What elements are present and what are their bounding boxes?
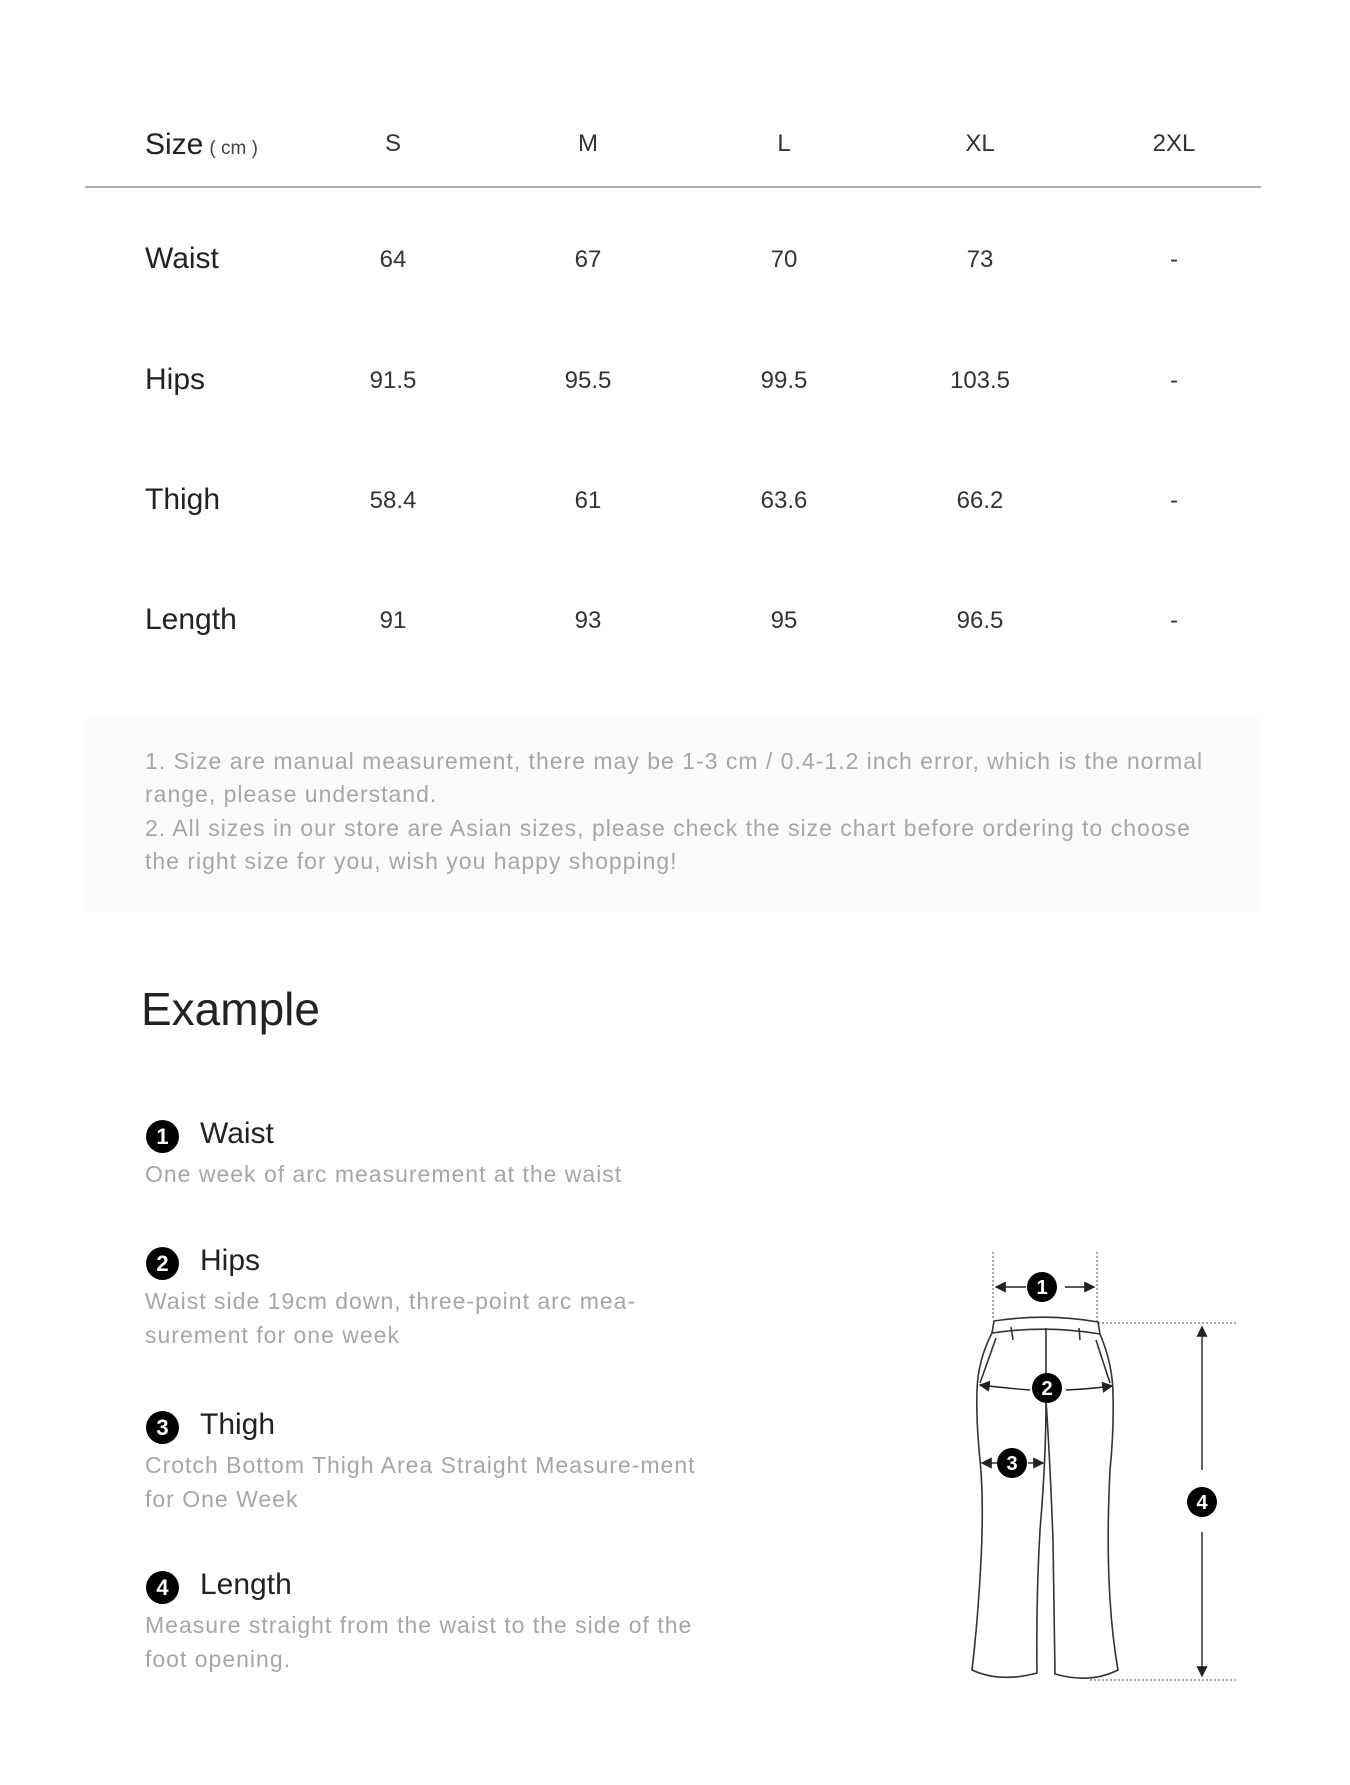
table-cell: 70 xyxy=(770,246,798,273)
badge-4: 4 xyxy=(1196,1492,1208,1514)
header-divider xyxy=(85,186,1261,188)
item-description: Waist side 19cm down, three-point arc mea-surement for one week xyxy=(145,1288,637,1348)
item-description: One week of arc measurement at the waist xyxy=(145,1161,623,1187)
table-cell: 99.5 xyxy=(760,367,808,394)
size-header xyxy=(145,128,258,162)
table-cell: 67 xyxy=(574,246,602,273)
row-label-hips: Hips xyxy=(145,363,206,396)
table-cell: 73 xyxy=(966,246,994,273)
number-2-icon: 2 xyxy=(146,1247,179,1280)
note-2: 2. All sizes in our store are Asian sizes, please check the size chart before ordering to choose the right size for you, wish you happy shopping! xyxy=(145,815,1191,874)
number-3-icon: 3 xyxy=(146,1411,179,1444)
table-cell: 64 xyxy=(379,246,407,273)
table-cell: 66.2 xyxy=(956,487,1004,514)
note-1: 1. Size are manual measurement, there may be 1-3 cm / 0.4-1.2 inch error, which is the normal range, please understand. xyxy=(145,748,1204,807)
table-cell: 58.4 xyxy=(369,487,417,514)
example-heading: Example xyxy=(141,983,320,1035)
table-cell: - xyxy=(1170,367,1178,394)
table-cell: 63.6 xyxy=(760,487,808,514)
number-4-icon: 4 xyxy=(146,1571,179,1604)
item-description: Crotch Bottom Thigh Area Straight Measure-ment for One Week xyxy=(145,1452,696,1512)
table-cell: 61 xyxy=(574,487,602,514)
badge-2: 2 xyxy=(1041,1378,1053,1400)
column-header-s: S xyxy=(384,130,402,157)
table-cell: - xyxy=(1170,246,1178,273)
guide-lines xyxy=(993,1252,1238,1680)
column-header-xl: XL xyxy=(965,130,995,157)
unit-label: ( cm ) xyxy=(209,138,258,159)
table-cell: 93 xyxy=(574,607,602,634)
column-header-2xl: 2XL xyxy=(1152,130,1196,157)
row-label-thigh: Thigh xyxy=(145,483,221,516)
diagram-number-badges xyxy=(997,1272,1217,1517)
item-title-waist: Waist xyxy=(200,1117,274,1150)
table-cell: 95.5 xyxy=(564,367,612,394)
pants-outline xyxy=(972,1317,1118,1678)
pants-diagram xyxy=(900,1200,1350,1700)
item-title-thigh: Thigh xyxy=(200,1408,276,1441)
table-cell: 103.5 xyxy=(949,367,1011,394)
item-title-hips: Hips xyxy=(200,1244,261,1277)
badge-1: 1 xyxy=(1036,1277,1048,1299)
column-header-m: M xyxy=(578,130,598,157)
table-cell: 91.5 xyxy=(369,367,417,394)
table-cell: - xyxy=(1170,607,1178,634)
row-label-length: Length xyxy=(145,603,237,636)
item-description: Measure straight from the waist to the side of the foot opening. xyxy=(145,1612,693,1672)
table-cell: 95 xyxy=(770,607,798,634)
table-cell: - xyxy=(1170,487,1178,514)
notes-box xyxy=(85,718,1261,912)
table-cell: 91 xyxy=(379,607,407,634)
number-1-icon: 1 xyxy=(146,1120,179,1153)
size-label: Size xyxy=(145,128,204,161)
column-header-l: L xyxy=(777,130,791,157)
row-label-waist: Waist xyxy=(145,242,219,275)
item-title-length: Length xyxy=(200,1568,292,1601)
table-cell: 96.5 xyxy=(956,607,1004,634)
measure-arrows xyxy=(980,1287,1202,1676)
badge-3: 3 xyxy=(1006,1453,1018,1475)
